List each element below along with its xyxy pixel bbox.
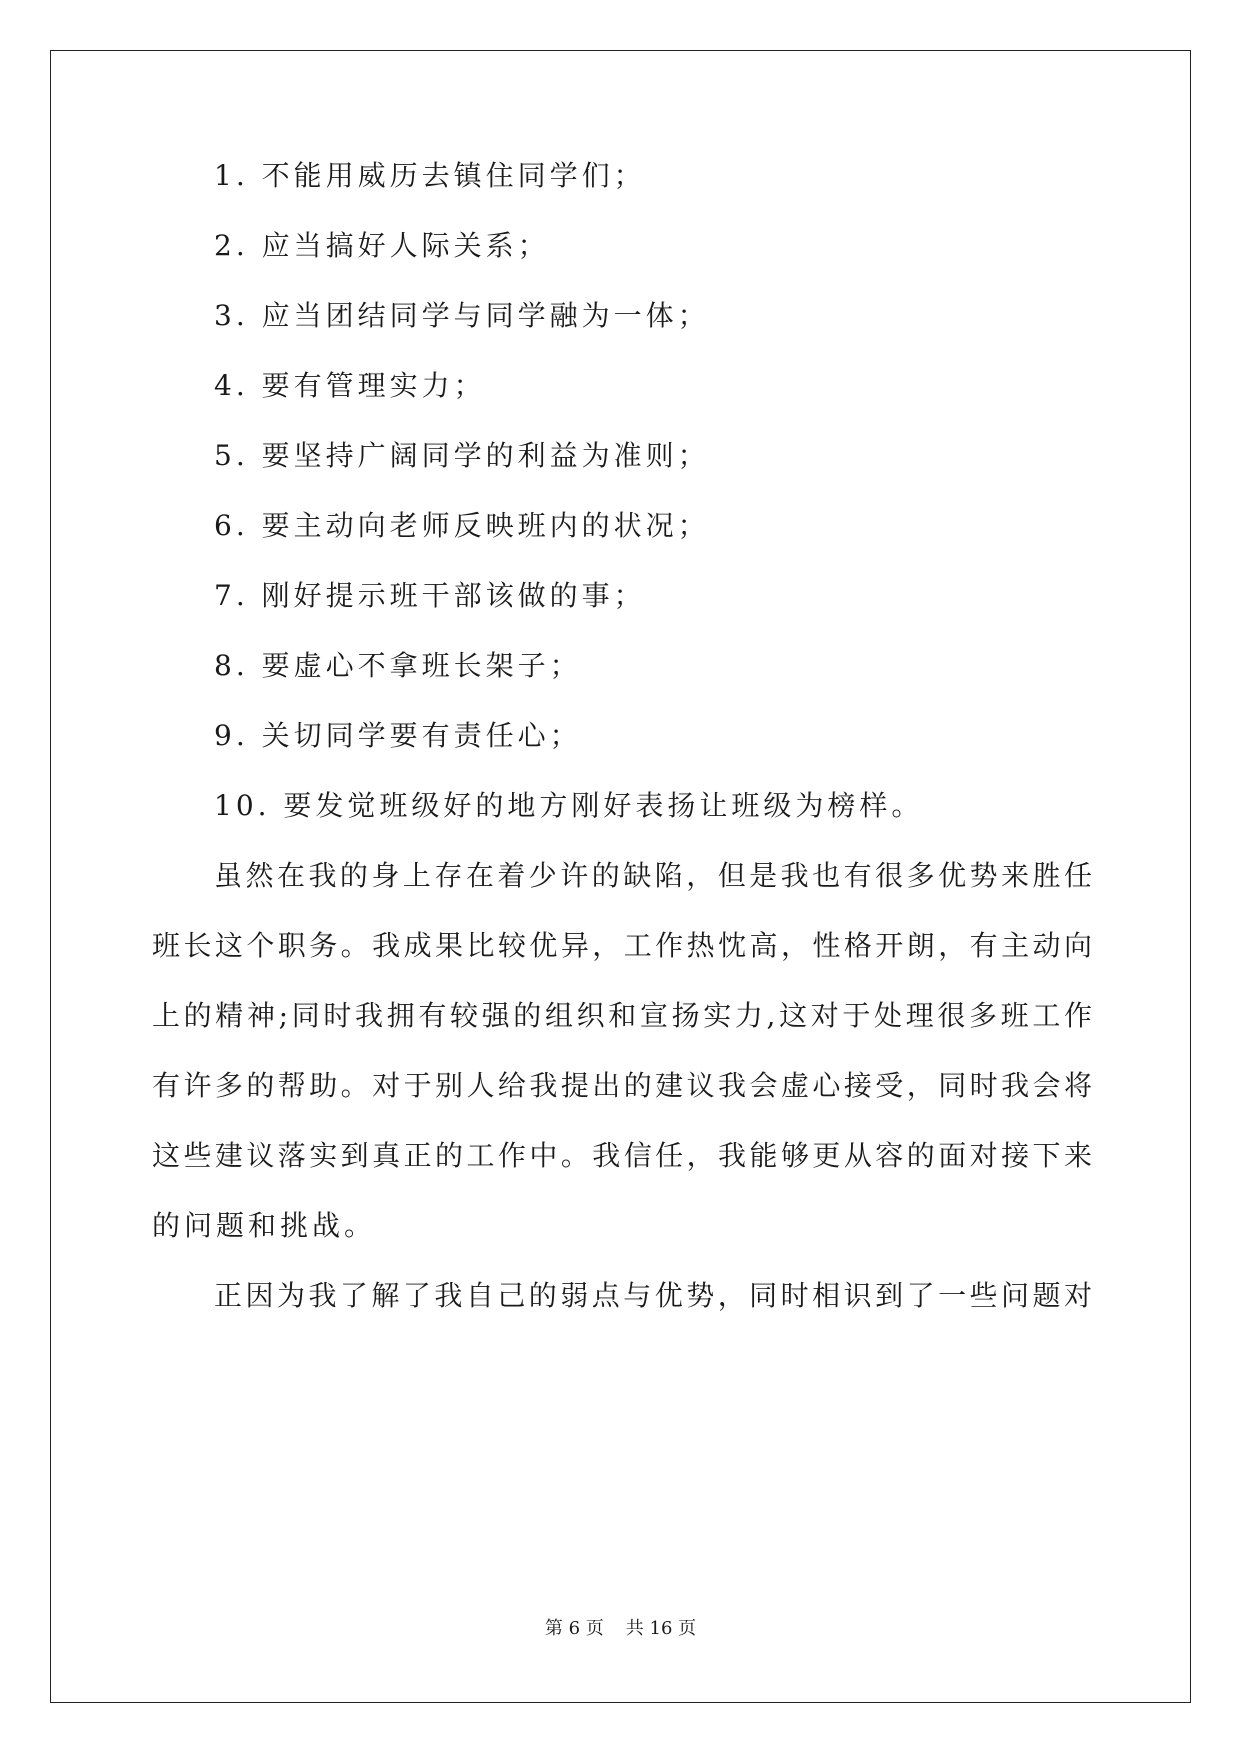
- page-total: 共 16 页: [625, 1618, 697, 1639]
- list-item-3: 3. 应当团结同学与同学融为一体；: [214, 299, 710, 332]
- list-item-6: 6. 要主动向老师反映班内的状况；: [214, 509, 710, 542]
- paragraph-1-line-6: 的问题和挑战。: [152, 1209, 377, 1242]
- paragraph-2-line-1: 正因为我了解了我自己的弱点与优势，同时相识到了一些问题对: [214, 1279, 1092, 1312]
- list-item-1: 1. 不能用威历去镇住同学们；: [214, 159, 646, 192]
- paragraph-1-line-5: 这些建议落实到真正的工作中。我信任，我能够更从容的面对接下来: [152, 1139, 1092, 1172]
- list-item-10: 10. 要发觉班级好的地方刚好表扬让班级为榜样。: [214, 789, 924, 822]
- list-item-8: 8. 要虚心不拿班长架子；: [214, 649, 582, 682]
- list-item-5: 5. 要坚持广阔同学的利益为准则；: [214, 439, 710, 472]
- paragraph-1-line-3: 上的精神;同时我拥有较强的组织和宣扬实力,这对于处理很多班工作: [152, 999, 1092, 1032]
- list-item-4: 4. 要有管理实力；: [214, 369, 486, 402]
- page-footer: [0, 1617, 1241, 1641]
- list-item-9: 9. 关切同学要有责任心；: [214, 719, 582, 752]
- list-item-7: 7. 刚好提示班干部该做的事；: [214, 579, 646, 612]
- paragraph-1-line-1: 虽然在我的身上存在着少许的缺陷，但是我也有很多优势来胜任: [214, 859, 1092, 892]
- page-number: 第 6 页: [544, 1618, 604, 1639]
- list-item-2: 2. 应当搞好人际关系；: [214, 229, 550, 262]
- paragraph-1-line-2: 班长这个职务。我成果比较优异，工作热忱高，性格开朗，有主动向: [152, 929, 1092, 962]
- paragraph-1-line-4: 有许多的帮助。对于别人给我提出的建议我会虚心接受，同时我会将: [152, 1069, 1092, 1102]
